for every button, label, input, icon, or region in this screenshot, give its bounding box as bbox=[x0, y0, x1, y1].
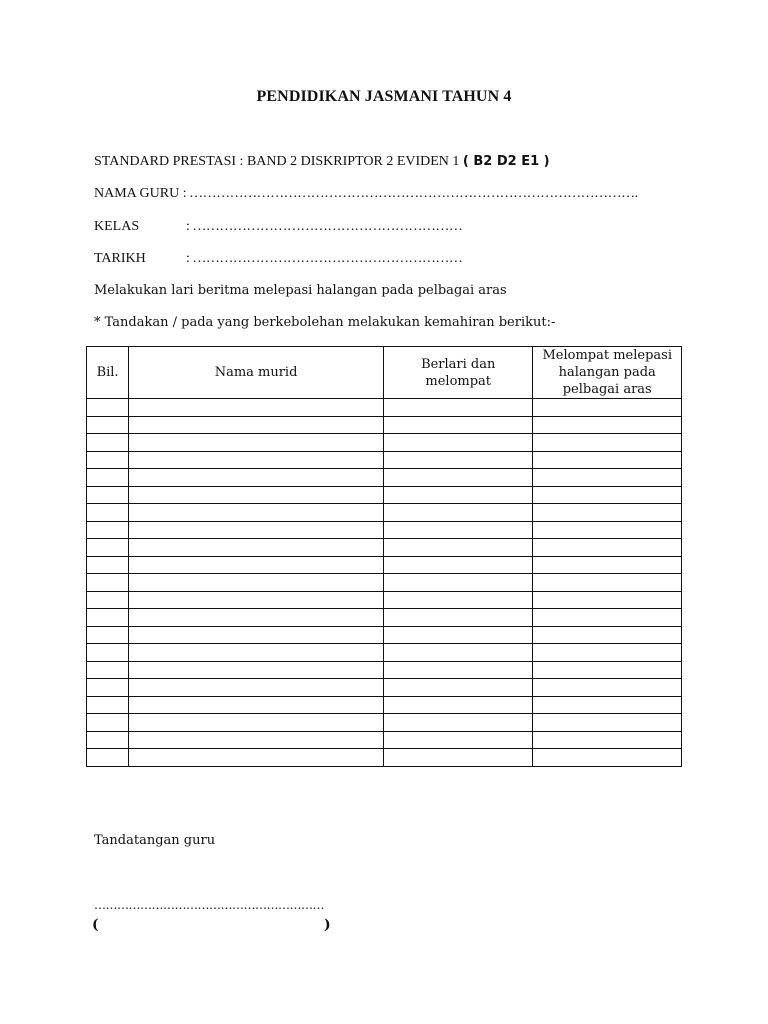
cell-bil[interactable] bbox=[87, 714, 129, 732]
cell-berlari[interactable] bbox=[383, 521, 533, 539]
cell-berlari[interactable] bbox=[383, 504, 533, 522]
tarikh-value[interactable]: : …………………………………………………… bbox=[186, 251, 463, 266]
cell-berlari[interactable] bbox=[383, 539, 533, 557]
standard-prefix: STANDARD PRESTASI : BAND 2 DISKRIPTOR 2 EVIDEN 1 bbox=[94, 154, 460, 169]
note-text: * Tandakan / pada yang berkebolehan melakukan kemahiran berikut:- bbox=[94, 315, 556, 330]
table-row bbox=[87, 609, 682, 627]
cell-nama[interactable] bbox=[129, 416, 384, 434]
table-row bbox=[87, 469, 682, 487]
page-title: PENDIDIKAN JASMANI TAHUN 4 bbox=[256, 88, 512, 105]
cell-berlari[interactable] bbox=[383, 749, 533, 767]
instruction-text: Melakukan lari beritma melepasi halangan pada pelbagai aras bbox=[94, 283, 507, 298]
cell-berlari[interactable] bbox=[383, 626, 533, 644]
signature-line[interactable]: …………………………………………………… bbox=[94, 898, 324, 912]
cell-melompat[interactable] bbox=[533, 626, 682, 644]
header-nama: Nama murid bbox=[129, 347, 384, 399]
cell-berlari[interactable] bbox=[383, 556, 533, 574]
table-row bbox=[87, 591, 682, 609]
cell-melompat[interactable] bbox=[533, 591, 682, 609]
cell-nama[interactable] bbox=[129, 504, 384, 522]
cell-nama[interactable] bbox=[129, 521, 384, 539]
cell-bil[interactable] bbox=[87, 749, 129, 767]
guru-value[interactable]: : ………………………………………………………………………………………. bbox=[182, 186, 638, 201]
cell-melompat[interactable] bbox=[533, 469, 682, 487]
cell-melompat[interactable] bbox=[533, 504, 682, 522]
cell-berlari[interactable] bbox=[383, 714, 533, 732]
cell-melompat[interactable] bbox=[533, 539, 682, 557]
table-row bbox=[87, 626, 682, 644]
cell-bil[interactable] bbox=[87, 679, 129, 697]
table-row bbox=[87, 679, 682, 697]
cell-nama[interactable] bbox=[129, 434, 384, 452]
cell-nama[interactable] bbox=[129, 469, 384, 487]
table-row bbox=[87, 731, 682, 749]
header-berlari: Berlari dan melompat bbox=[383, 347, 533, 399]
table-row bbox=[87, 504, 682, 522]
cell-nama[interactable] bbox=[129, 609, 384, 627]
standard-line bbox=[94, 154, 550, 170]
cell-nama[interactable] bbox=[129, 556, 384, 574]
cell-nama[interactable] bbox=[129, 679, 384, 697]
cell-nama[interactable] bbox=[129, 626, 384, 644]
cell-melompat[interactable] bbox=[533, 416, 682, 434]
table-row bbox=[87, 521, 682, 539]
cell-nama[interactable] bbox=[129, 696, 384, 714]
cell-nama[interactable] bbox=[129, 591, 384, 609]
tarikh-label: TARIKH bbox=[94, 251, 146, 266]
cell-melompat[interactable] bbox=[533, 696, 682, 714]
kelas-label: KELAS bbox=[94, 219, 140, 234]
table-body bbox=[87, 399, 682, 767]
cell-bil[interactable] bbox=[87, 469, 129, 487]
table-row bbox=[87, 416, 682, 434]
cell-berlari[interactable] bbox=[383, 451, 533, 469]
table-row bbox=[87, 644, 682, 662]
table-row bbox=[87, 696, 682, 714]
table-row bbox=[87, 714, 682, 732]
cell-bil[interactable] bbox=[87, 416, 129, 434]
cell-melompat[interactable] bbox=[533, 679, 682, 697]
cell-melompat[interactable] bbox=[533, 714, 682, 732]
cell-melompat[interactable] bbox=[533, 574, 682, 592]
table-row bbox=[87, 399, 682, 417]
cell-bil[interactable] bbox=[87, 521, 129, 539]
cell-berlari[interactable] bbox=[383, 434, 533, 452]
standard-code: ( B2 D2 E1 ) bbox=[462, 154, 550, 169]
cell-berlari[interactable] bbox=[383, 696, 533, 714]
guru-label: NAMA GURU bbox=[94, 186, 180, 201]
cell-bil[interactable] bbox=[87, 504, 129, 522]
cell-melompat[interactable] bbox=[533, 731, 682, 749]
cell-nama[interactable] bbox=[129, 399, 384, 417]
cell-bil[interactable] bbox=[87, 556, 129, 574]
table-row bbox=[87, 661, 682, 679]
cell-melompat[interactable] bbox=[533, 434, 682, 452]
cell-berlari[interactable] bbox=[383, 574, 533, 592]
header-bil: Bil. bbox=[87, 347, 129, 399]
cell-melompat[interactable] bbox=[533, 644, 682, 662]
cell-berlari[interactable] bbox=[383, 469, 533, 487]
cell-nama[interactable] bbox=[129, 539, 384, 557]
tarikh-field bbox=[94, 251, 462, 267]
kelas-field bbox=[94, 219, 462, 235]
cell-melompat[interactable] bbox=[533, 451, 682, 469]
cell-nama[interactable] bbox=[129, 451, 384, 469]
kelas-value[interactable]: : …………………………………………………… bbox=[186, 219, 463, 234]
cell-bil[interactable] bbox=[87, 539, 129, 557]
cell-nama[interactable] bbox=[129, 574, 384, 592]
cell-bil[interactable] bbox=[87, 626, 129, 644]
cell-bil[interactable] bbox=[87, 399, 129, 417]
cell-bil[interactable] bbox=[87, 644, 129, 662]
table-row bbox=[87, 574, 682, 592]
signature-close-paren: ) bbox=[324, 917, 331, 933]
table-row bbox=[87, 556, 682, 574]
cell-melompat[interactable] bbox=[533, 609, 682, 627]
cell-berlari[interactable] bbox=[383, 644, 533, 662]
cell-berlari[interactable] bbox=[383, 399, 533, 417]
cell-berlari[interactable] bbox=[383, 486, 533, 504]
cell-nama[interactable] bbox=[129, 714, 384, 732]
cell-bil[interactable] bbox=[87, 591, 129, 609]
cell-berlari[interactable] bbox=[383, 591, 533, 609]
cell-bil[interactable] bbox=[87, 731, 129, 749]
table-row bbox=[87, 539, 682, 557]
cell-berlari[interactable] bbox=[383, 679, 533, 697]
table-row bbox=[87, 451, 682, 469]
cell-berlari[interactable] bbox=[383, 609, 533, 627]
cell-melompat[interactable] bbox=[533, 556, 682, 574]
header-melompat: Melompat melepasi halangan pada pelbagai aras bbox=[533, 347, 682, 399]
cell-bil[interactable] bbox=[87, 609, 129, 627]
cell-bil[interactable] bbox=[87, 661, 129, 679]
cell-nama[interactable] bbox=[129, 661, 384, 679]
cell-berlari[interactable] bbox=[383, 731, 533, 749]
guru-field bbox=[94, 186, 638, 202]
table-row bbox=[87, 486, 682, 504]
cell-melompat[interactable] bbox=[533, 749, 682, 767]
cell-berlari[interactable] bbox=[383, 416, 533, 434]
signature-open-paren: ( bbox=[92, 917, 99, 933]
cell-bil[interactable] bbox=[87, 696, 129, 714]
cell-melompat[interactable] bbox=[533, 661, 682, 679]
table-row bbox=[87, 434, 682, 452]
cell-nama[interactable] bbox=[129, 749, 384, 767]
cell-bil[interactable] bbox=[87, 434, 129, 452]
signature-label: Tandatangan guru bbox=[94, 833, 216, 848]
cell-bil[interactable] bbox=[87, 574, 129, 592]
cell-berlari[interactable] bbox=[383, 661, 533, 679]
cell-bil[interactable] bbox=[87, 451, 129, 469]
cell-melompat[interactable] bbox=[533, 399, 682, 417]
cell-melompat[interactable] bbox=[533, 521, 682, 539]
cell-melompat[interactable] bbox=[533, 486, 682, 504]
cell-nama[interactable] bbox=[129, 731, 384, 749]
cell-nama[interactable] bbox=[129, 644, 384, 662]
student-table bbox=[86, 346, 682, 767]
cell-bil[interactable] bbox=[87, 486, 129, 504]
table-header-row bbox=[87, 347, 682, 399]
cell-nama[interactable] bbox=[129, 486, 384, 504]
table-row bbox=[87, 749, 682, 767]
